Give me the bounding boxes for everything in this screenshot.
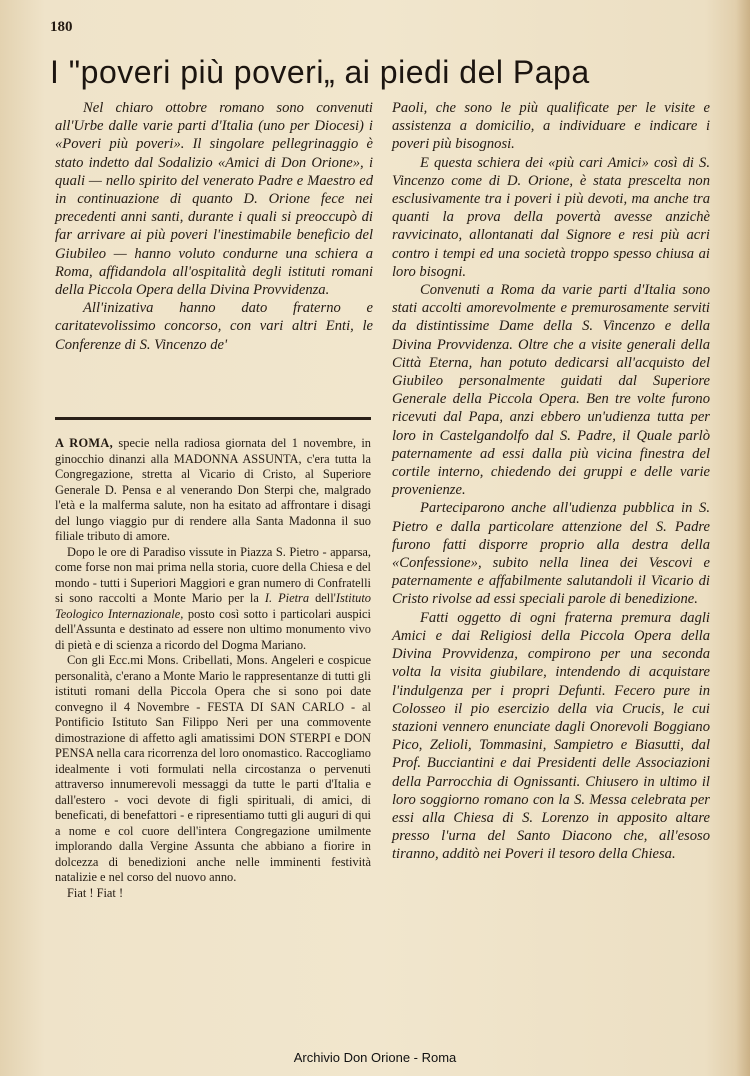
archive-footer: Archivio Don Orione - Roma [293, 1050, 457, 1065]
right-paragraph: E questa schiera dei «più cari Amici» così di S. Vincenzo come di D. Orione, è stata prescelta non esclusivamente tra i poveri i più devoti, ma anche tra quanti la prova della povertà avesse anzichè ravvicinato, allontanati dal Signore e resi più acri contro i tempi ed una società troppo spesso chiusa ai loro bisogni. [392, 154, 710, 280]
roma-italic: Istituto Teologico Internazionale, [55, 591, 371, 621]
intro-paragraph: Nel chiaro ottobre romano sono convenuti all'Urbe dalle varie parti d'Italia (uno per Diocesi) i «Poveri più poveri». Il singolare pellegrinaggio è stato indetto dal Sodalizio «Amici di Don Orione», i quali — nello spirito del venerato Padre e Maestro ed in continuazione di quanto D. Orione fece nei precedenti anni santi, durante i quali si preoccupò di far arrivare ai più poveri l'inestimabile beneficio del Giubileo — hanno voluto condurne una schiera a Roma, affidandola all'ospitalità degli istituti romani della Piccola Opera della Divina Provvidenza. [55, 100, 373, 299]
roma-paragraph: Con gli Ecc.mi Mons. Cribellati, Mons. Angeleri e cospicue personalità, c'erano a Monte Mario le rappresentanze di tutti gli istituti romani della Piccola Opera che si sono poi date convegno il 4 Novembre - FESTA DI SAN CARLO - al Pontificio Istituto San Filippo Neri per una commovente dimostrazione di affetto agli amatissimi DON STERPI e DON PENSA nella cara ricorrenza del loro onomastico. Raccogliamo idealmente i voti formulati nella circostanza o pervenuti attraverso innumerevoli messaggi da tutte le parti d'Italia e dall'estero - voci devote di figli spirituali, di amici, di beneficati, di benefattori - e ripresentiamo tutti gli auguri di qui a nome e col cuore dell'intera Congregazione umilmente implorando dalla Vergine Assunta che abbiano a fiorire in dolcezza di benedizioni anche nelle imminenti festività natalizie e nel corso del nuovo anno. [55, 653, 371, 884]
roma-closing: Fiat ! Fiat ! [67, 885, 124, 900]
intro-column [55, 99, 373, 354]
right-paragraph: Convenuti a Roma da varie parti d'Italia sono stati accolti amorevolmente e premurosamente serviti da distintissime Dame della S. Vincenzo e della Divina Provvidenza. Oltre che a visite generali della Città Eterna, han potuto dedicarsi all'acquisto del Giubileo personalmente guidati dal Superiore Generale della Piccola Opera. Ben tre volte furono ricevuti dal Papa, anzi ebbero un'udienza tutta per loro in Castelgandolfo dal S. Padre, il Quale parlò paternamente ad essi dalla più vicina finestra del cortile interno, chiedendo dei gruppi e delle varie provenienze. [392, 282, 710, 499]
right-paragraph: Parteciparono anche all'udienza pubblica in S. Pietro e dalla particolare attenzione del S. Padre furono fatti disporre proprio alla destra della «Confessione», subito nella linea dei Vescovi e paternamente e affabilmente salutandoli il Vicario di Cristo rivolse ad essi speciali parole di benedizione. [392, 500, 710, 608]
right-column [392, 99, 710, 864]
roma-news-column [55, 436, 371, 901]
roma-italic: I. Pietra [264, 591, 310, 605]
roma-text: dell' [309, 591, 336, 605]
intro-paragraph: All'inizativa hanno dato fraterno e caritatevolissimo concorso, con vari altri Enti, le Conferenze di S. Vincenzo de' [55, 300, 373, 353]
roma-text: Dopo le ore di Paradiso vissute in Piazza S. Pietro - apparsa, come forse non mai prima nella storia, cuore della Chiesa e del mondo - tutti i Superiori Maggiori e gran numero di Confratelli si sono raccolti a Monte Mario per la [55, 544, 371, 605]
roma-paragraph [55, 436, 371, 545]
roma-lead: A ROMA, [55, 436, 114, 450]
page-number: 180 [50, 19, 73, 35]
right-paragraph: Fatti oggetto di ogni fraterna premura dagli Amici e dai Religiosi della Piccola Opera della Divina Provvidenza, compirono per una seconda volta la visita giubilare, intendendo di acquistare l'indulgenza per i propri Defunti. Fecero pure in Colosseo il pio esercizio della via Crucis, le cui stazioni vennero enunciate dagli Onorevoli Boggiano Pico, Zelioli, Tommasini, Sampietro e Biasutti, dal Prof. Bucciantini e dai Presidenti delle Associazioni della Parrocchia di Ognissanti. Chiusero in ultimo il loro soggiorno romano con la S. Messa celebrata per essi alla Chiesa di S. Lorenzo in apposito altare presso l'urna del Santo Diacono che, all'esoso tiranno, additò nei Poveri il tesoro della Chiesa. [392, 609, 710, 863]
page-edge-shadow [736, 0, 750, 1076]
roma-paragraph [55, 545, 371, 654]
article-title: I "poveri più poveri„ ai piedi del Papa [50, 54, 590, 90]
roma-text: posto così sotto i particolari auspici dell'Assunta e destinato ad essere non ultimo monumento vivo di pietà e di scienza a ricordo del Dogma Mariano. [55, 606, 371, 652]
roma-text: specie nella radiosa giornata del 1 novembre, in ginocchio dinanzi alla MADONNA ASSUNTA, c'era tutta la Congregazione, stretta al Vicario di Cristo, al Superiore Generale D. Pensa e al venerando Don Sterpi che, malgrado l'età e la malferma salute, non ha esitato ad affrontare i disagi del lungo viaggio pur di rendere alla Santa Madonna il suo filiale tributo di amore. [55, 436, 371, 543]
right-paragraph: Paoli, che sono le più qualificate per le visite e assistenza a domicilio, a individuare e indicare i poveri più bisognosi. [392, 100, 710, 153]
section-divider [55, 417, 371, 420]
